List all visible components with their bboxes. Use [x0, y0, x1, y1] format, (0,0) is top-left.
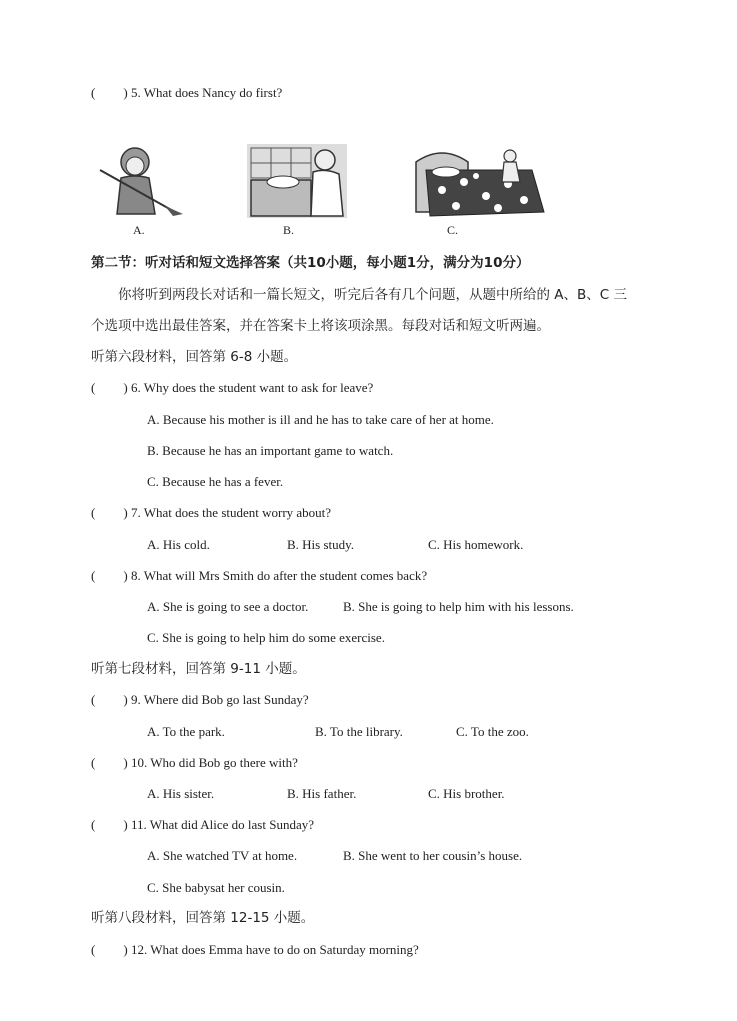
- question-text: 7. What does the student worry about?: [130, 505, 332, 520]
- option-10b[interactable]: B. His father.: [287, 786, 357, 801]
- instruction-line-2: 个选项中选出最佳答案，并在答案卡上将该项涂黑。每段对话和短文听两遍。: [91, 318, 550, 334]
- question-10: ( ) 10. Who did Bob go there with?: [91, 755, 298, 770]
- group-7-heading: 听第七段材料，回答第 9-11 小题。: [91, 661, 306, 677]
- option-9a[interactable]: A. To the park.: [147, 724, 225, 739]
- girl-making-bed-icon: [412, 142, 547, 218]
- option-7a[interactable]: A. His cold.: [147, 537, 210, 552]
- question-text: 9. Where did Bob go last Sunday?: [130, 692, 309, 707]
- question-text: 8. What will Mrs Smith do after the student comes back?: [130, 568, 428, 583]
- question-text: 10. Who did Bob go there with?: [130, 755, 298, 770]
- group-8-heading: 听第八段材料，回答第 12-15 小题。: [91, 910, 315, 926]
- question-11: ( ) 11. What did Alice do last Sunday?: [91, 817, 314, 832]
- question-7: ( ) 7. What does the student worry about?: [91, 505, 332, 520]
- option-8c[interactable]: C. She is going to help him do some exercise.: [147, 630, 385, 645]
- option-10c[interactable]: C. His brother.: [428, 786, 505, 801]
- group-6-heading: 听第六段材料，回答第 6-8 小题。: [91, 349, 298, 365]
- option-11c[interactable]: C. She babysat her cousin.: [147, 880, 285, 895]
- answer-paren-open: (: [91, 85, 96, 100]
- picture-label-c: C.: [447, 223, 459, 237]
- option-11a[interactable]: A. She watched TV at home.: [147, 848, 298, 863]
- instruction-line-1: 你将听到两段长对话和一篇长短文，听完后各有几个问题，从题中所给的 A、B、C 三: [118, 287, 628, 303]
- question-12: ( ) 12. What does Emma have to do on Saturday morning?: [91, 942, 419, 957]
- answer-paren-close: ): [123, 85, 128, 100]
- woman-sweeping-floor-icon: [95, 142, 185, 217]
- question-text: 6. Why does the student want to ask for leave?: [130, 380, 374, 395]
- option-6a[interactable]: A. Because his mother is ill and he has to take care of her at home.: [147, 412, 494, 427]
- option-6c[interactable]: C. Because he has a fever.: [147, 474, 284, 489]
- question-text: 11. What did Alice do last Sunday?: [130, 817, 314, 832]
- question-5: [91, 85, 282, 101]
- question-text: 5. What does Nancy do first?: [130, 85, 283, 100]
- option-8a[interactable]: A. She is going to see a doctor.: [147, 599, 309, 614]
- option-9c[interactable]: C. To the zoo.: [456, 724, 529, 739]
- section-heading: 第二节：听对话和短文选择答案（共10小题，每小题1分，满分为10分）: [91, 255, 530, 271]
- option-7c[interactable]: C. His homework.: [428, 537, 524, 552]
- option-10a[interactable]: A. His sister.: [147, 786, 215, 801]
- picture-label-b: B.: [283, 223, 295, 237]
- question-8: ( ) 8. What will Mrs Smith do after the student comes back?: [91, 568, 428, 583]
- question-9: ( ) 9. Where did Bob go last Sunday?: [91, 692, 309, 707]
- option-9b[interactable]: B. To the library.: [315, 724, 403, 739]
- question-text: 12. What does Emma have to do on Saturday morning?: [130, 942, 419, 957]
- option-11b[interactable]: B. She went to her cousin’s house.: [343, 848, 523, 863]
- option-6b[interactable]: B. Because he has an important game to watch.: [147, 443, 394, 458]
- picture-label-a: A.: [133, 223, 145, 237]
- question-6: ( ) 6. Why does the student want to ask for leave?: [91, 380, 374, 395]
- option-8b[interactable]: B. She is going to help him with his lessons.: [343, 599, 574, 614]
- woman-washing-dishes-icon: [247, 144, 347, 218]
- option-7b[interactable]: B. His study.: [287, 537, 355, 552]
